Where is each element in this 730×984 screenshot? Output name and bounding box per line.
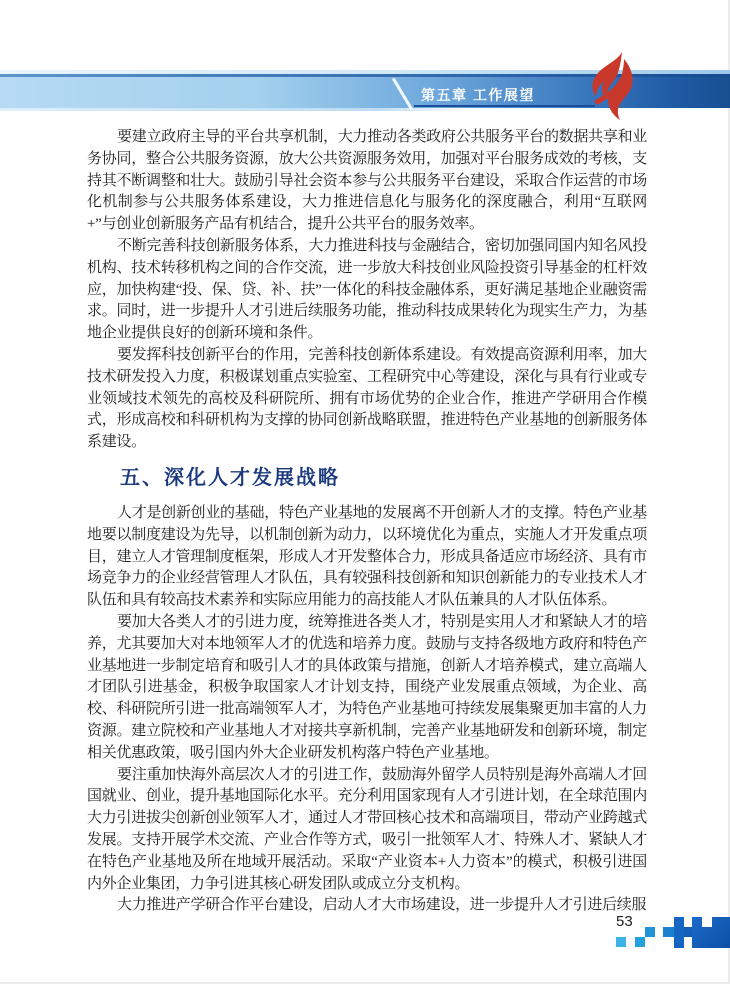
chapter-underline [414, 105, 595, 107]
banner-bottom-strip [0, 108, 470, 111]
section-paragraph: 要注重加快海外高层次人才的引进工作，鼓励海外留学人员特别是海外高端人才回国就业、创业，提升基地国际化水平。充分利用国家现有人才引进计划，在全球范围内大力引进拔尖创新创业领军人才，通过人才带回核心技术和高端项目，带动产业跨越式发展。支持开展学术交流、产业合作等方式，吸引一批领军人才、特殊人才、紧缺人才在特色产业基地及所在地域开展活动。采取“产业资本+人力资本”的模式，积极引进国内外企业集团，力争引进其核心研发团队或成立分支机构。 [87, 766, 647, 892]
section-paragraph: 大力推进产学研合作平台建设，启动人才大市场建设，进一步提升人才引进后续服 [117, 897, 647, 914]
intro-paragraph: 要发挥科技创新平台的作用，完善科技创新体系建设。有效提高资源利用率，加大技术研发投入力度，积极谋划重点实验室、工程研究中心等建设，深化与具有行业或专业领域技术领先的高校及科研院所、拥有市场优势的企业合作，推进产学研用合作模式，形成高校和科研机构为支撑的协同创新战略联盟，推进特色产业基地的创新服务体系建设。 [87, 346, 647, 451]
section-heading: 五、深化人才发展战略 [120, 466, 340, 489]
page-number: 53 [616, 913, 633, 930]
intro-paragraph: 不断完善科技创新服务体系，大力推进科技与金融结合，密切加强同国内知名风投机构、技术转移机构之间的合作交流，进一步放大科技创业风险投资引导基金的杠杆效应，加快构建“投、保、贷、补、扶”一体化的科技金融体系，更好满足基地企业融资需求。同时，进一步提升人才引进后续服务功能，推动科技成果转化为现实生产力，为基地企业提供良好的创新环境和条件。 [87, 237, 647, 342]
body-text [87, 127, 647, 917]
torch-flame-logo-icon [585, 52, 639, 120]
chapter-label: 第五章 工作展望 [421, 87, 535, 103]
intro-paragraph: 要建立政府主导的平台共享机制，大力推动各类政府公共服务平台的数据共享和业务协同，整合公共服务资源，放大公共资源服务效用，加强对平台服务成效的考核，支持其不断调整和壮大。鼓励引导社会资本参与公共服务平台建设，采取合作运营的市场化机制参与公共服务体系建设，大力推进信息化与服务化的深度融合，利用“互联网+”与创业创新服务产品有机结合，提升公共平台的服务效率。 [87, 129, 647, 233]
section-paragraph: 人才是创新创业的基础，特色产业基地的发展离不开创新人才的支撑。特色产业基地要以制度建设为先导，以机制创新为动力，以环境优化为重点，实施人才开发重点项目，建立人才管理制度框架，形成人才开发整体合力，形成具备适应市场经济、具有市场竞争力的企业经营管理人才队伍，具有较强科技创新和知识创新能力的专业技术人才队伍和具有较高技术素养和实际应用能力的高技能人才队伍兼具的人才队伍体系。 [87, 504, 647, 609]
section-paragraph: 要加大各类人才的引进力度，统筹推进各类人才，特别是实用人才和紧缺人才的培养，尤其要加大对本地领军人才的优选和培养力度。鼓励与支持各级地方政府和特色产业基地进一步制定培育和吸引人才的具体政策与措施，创新人才培养模式，建立高端人才团队引进基金，积极争取国家人才计划支持，围绕产业发展重点领域，为企业、高校、科研院所引进一批高端领军人才，为特色产业基地可持续发展集聚更加丰富的人力资源。建立院校和产业基地人才对接共享新机制，完善产业基地研发和创新环境，制定相关优惠政策，吸引国内外大企业研发机构落户特色产业基地。 [87, 613, 647, 761]
